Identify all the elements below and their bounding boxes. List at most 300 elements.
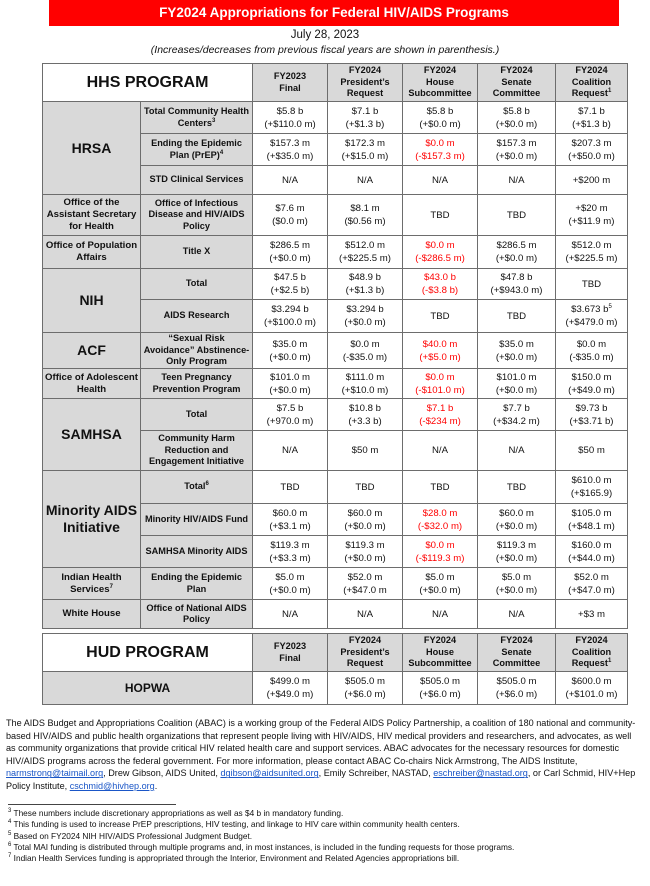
column-header-line: Request bbox=[571, 658, 608, 669]
footnote bbox=[8, 831, 638, 842]
amount-cell bbox=[328, 269, 403, 300]
footnote-number: 3 bbox=[8, 808, 12, 815]
amount-cell bbox=[253, 300, 328, 333]
amount-cell bbox=[403, 431, 478, 471]
column-header-line: Final bbox=[279, 82, 301, 93]
footnote-ref: 3 bbox=[211, 117, 216, 124]
amount-value: $0.0 m bbox=[425, 137, 455, 149]
amount-value: $7.5 b bbox=[276, 402, 304, 414]
program-label: AIDS Research bbox=[163, 310, 230, 321]
amount-value: $3.294 b bbox=[346, 304, 384, 315]
amount-value: $101.0 m bbox=[496, 371, 537, 383]
amount-change: (+$0.0 m) bbox=[269, 584, 311, 596]
column-header bbox=[253, 634, 328, 672]
amount-change: (+$100.0 m) bbox=[264, 317, 316, 328]
amount-value: $9.73 b bbox=[575, 402, 608, 414]
amount-change: (+$3.71 b) bbox=[569, 415, 614, 427]
amount-value: TBD bbox=[430, 209, 450, 221]
column-header-line: Coalition bbox=[571, 646, 612, 657]
amount-change: (+$44.0 m) bbox=[568, 552, 615, 564]
amount-cell bbox=[403, 102, 478, 134]
agency-oash: Office of the Assistant Secretary for Health bbox=[43, 195, 141, 236]
amount-value: TBD bbox=[506, 209, 527, 221]
email-link-gibson[interactable]: dgibson@aidsunited.org bbox=[220, 768, 319, 779]
amount-cell bbox=[328, 431, 403, 471]
amount-value: $10.8 b bbox=[348, 402, 381, 414]
about-text: , or Carl Schmid, HIV+Hep Policy Institute, bbox=[6, 768, 636, 791]
amount-change: (+$34.2 m) bbox=[493, 415, 540, 427]
footnote-number: 5 bbox=[8, 830, 12, 837]
amount-change: ($0.0 m) bbox=[272, 216, 308, 227]
amount-value: N/A bbox=[508, 445, 525, 456]
program-label: Teen Pregnancy Prevention Program bbox=[152, 372, 241, 394]
amount-cell bbox=[403, 568, 478, 600]
amount-cell bbox=[253, 471, 328, 504]
amount-value: N/A bbox=[282, 174, 298, 186]
amount-change: (+$225.5 m) bbox=[565, 253, 618, 264]
amount-value: $5.8 b bbox=[426, 105, 454, 117]
abac-description bbox=[6, 717, 638, 793]
amount-cell bbox=[253, 504, 328, 536]
footnote bbox=[8, 853, 638, 864]
amount-change: (+$0.0 m) bbox=[269, 384, 311, 396]
program-name bbox=[141, 504, 253, 536]
agency-nih: NIH bbox=[43, 269, 141, 333]
amount-change: (+$101.0 m) bbox=[565, 689, 618, 700]
amount-cell bbox=[403, 600, 478, 629]
page-title-banner: FY2024 Appropriations for Federal HIV/AIDS Programs bbox=[49, 0, 619, 26]
amount-value: N/A bbox=[432, 445, 448, 456]
amount-value: N/A bbox=[432, 174, 448, 186]
program-label: Total bbox=[185, 408, 208, 419]
amount-change: (+$48.1 m) bbox=[568, 520, 615, 532]
amount-value: $47.8 b bbox=[500, 272, 533, 283]
amount-value: $150.0 m bbox=[571, 371, 612, 383]
program-name bbox=[141, 134, 253, 166]
amount-value: $505.0 m bbox=[496, 676, 537, 687]
amount-cell bbox=[253, 399, 328, 431]
footnote-text: This funding is used to increase PrEP prescriptions, HIV testing, and linkage to HIV care within community health centers. bbox=[11, 819, 460, 830]
column-header-line: Coalition bbox=[571, 76, 612, 87]
program-name bbox=[141, 431, 253, 471]
amount-cell bbox=[478, 504, 556, 536]
amount-value: $5.0 m bbox=[275, 571, 305, 583]
amount-value: $40.0 m bbox=[422, 338, 458, 350]
table-row bbox=[43, 102, 628, 134]
amount-cell bbox=[478, 333, 556, 369]
amount-value: $0.0 m bbox=[425, 539, 455, 551]
footnote-ref: 7 bbox=[109, 583, 113, 590]
amount-value: N/A bbox=[357, 174, 373, 186]
footnote-ref: 4 bbox=[219, 149, 224, 156]
footnote-divider bbox=[8, 804, 176, 805]
column-header-line: President’s bbox=[340, 76, 390, 87]
amount-change: (+$2.5 b) bbox=[270, 285, 310, 296]
amount-cell bbox=[478, 102, 556, 134]
column-header-line: Request bbox=[571, 88, 608, 99]
amount-cell bbox=[478, 369, 556, 399]
amount-change: (+$35.0 m) bbox=[266, 150, 314, 162]
amount-cell bbox=[253, 568, 328, 600]
footnote bbox=[8, 819, 638, 830]
amount-value: $119.3 m bbox=[345, 539, 385, 551]
amount-cell bbox=[253, 431, 328, 471]
amount-change: (+$5.0 m) bbox=[419, 351, 461, 363]
amount-change: (+$0.0 m) bbox=[344, 317, 386, 328]
amount-cell bbox=[478, 536, 556, 568]
amount-change: (+$225.5 m) bbox=[339, 253, 391, 264]
footnote-text: Indian Health Services funding is appropriated through the Interior, Environment and Related Agencies appropriations bill. bbox=[11, 853, 460, 864]
amount-change: (-$157.3 m) bbox=[415, 150, 465, 162]
amount-value: $60.0 m bbox=[499, 507, 534, 519]
table-row bbox=[43, 600, 628, 629]
amount-value: $5.0 m bbox=[501, 571, 532, 583]
amount-change: (+$110.0 m) bbox=[264, 118, 316, 130]
amount-change: (-$286.5 m) bbox=[415, 253, 465, 264]
amount-value: $3.673 b bbox=[571, 304, 609, 315]
amount-value: $5.8 b bbox=[276, 105, 304, 117]
amount-cell bbox=[328, 369, 403, 399]
amount-cell bbox=[403, 399, 478, 431]
column-header-line: Request bbox=[346, 88, 384, 99]
column-header bbox=[478, 64, 556, 102]
amount-value: $157.3 m bbox=[496, 137, 537, 149]
amount-value: $7.1 b bbox=[351, 105, 379, 117]
amount-cell bbox=[556, 399, 628, 431]
column-header-line: FY2024 bbox=[575, 635, 608, 646]
amount-value: N/A bbox=[508, 608, 525, 620]
amount-cell bbox=[478, 399, 556, 431]
program-label: Total bbox=[184, 481, 206, 492]
amount-value: N/A bbox=[432, 608, 448, 620]
amount-change: (+$49.0 m) bbox=[266, 689, 314, 700]
amount-cell bbox=[328, 236, 403, 269]
amount-cell bbox=[403, 536, 478, 568]
column-header-line: Committee bbox=[492, 88, 541, 99]
table-row bbox=[43, 399, 628, 431]
program-label: STD Clinical Services bbox=[149, 174, 244, 185]
hud-header-row bbox=[43, 634, 628, 672]
amount-value: $50 m bbox=[578, 445, 605, 456]
amount-cell bbox=[328, 102, 403, 134]
footnote-number: 4 bbox=[8, 819, 12, 826]
about-text: , Drew Gibson, AIDS United, bbox=[103, 768, 221, 779]
column-header-line: FY2024 bbox=[348, 635, 382, 646]
amount-change: (+$1.3 b) bbox=[345, 285, 385, 296]
column-header-line: FY2024 bbox=[500, 65, 533, 76]
amount-value: $60.0 m bbox=[347, 507, 383, 519]
amount-cell bbox=[478, 236, 556, 269]
program-name bbox=[141, 166, 253, 195]
hhs-header-row bbox=[43, 64, 628, 102]
amount-cell bbox=[556, 333, 628, 369]
amount-value: $7.1 b bbox=[426, 402, 454, 414]
program-name bbox=[141, 600, 253, 629]
amount-value: $35.0 m bbox=[499, 338, 534, 350]
amount-change: (-$35.0 m) bbox=[569, 351, 614, 363]
amount-cell bbox=[403, 269, 478, 300]
program-label: Community Harm Reduction and Engagement Initiative bbox=[149, 433, 244, 467]
amount-cell bbox=[403, 672, 478, 705]
document-date: July 28, 2023 bbox=[290, 29, 360, 41]
amount-cell bbox=[478, 471, 556, 504]
program-name bbox=[141, 300, 253, 333]
amount-change: (+$1.3 b) bbox=[572, 118, 611, 130]
amount-value: $35.0 m bbox=[272, 338, 308, 350]
amount-value: $0.0 m bbox=[350, 338, 380, 350]
amount-value: $499.0 m bbox=[269, 676, 310, 687]
amount-change: (-$234 m) bbox=[419, 415, 461, 427]
amount-value: $119.3 m bbox=[496, 539, 537, 551]
amount-cell bbox=[556, 236, 628, 269]
column-header-line: FY2024 bbox=[423, 65, 457, 76]
program-name bbox=[141, 102, 253, 134]
footnote-ref: 5 bbox=[608, 303, 612, 310]
agency-samhsa: SAMHSA bbox=[43, 399, 141, 471]
amount-value: +$3 m bbox=[578, 608, 605, 620]
amount-change: (+$10.0 m) bbox=[341, 384, 389, 396]
amount-cell bbox=[478, 195, 556, 236]
amount-change: (+$47.0 m) bbox=[568, 584, 615, 596]
amount-value: $111.0 m bbox=[345, 371, 385, 383]
amount-change: (+$0.0 m) bbox=[269, 351, 311, 363]
footnote-number: 6 bbox=[8, 842, 12, 849]
table-row bbox=[43, 369, 628, 399]
amount-value: $207.3 m bbox=[571, 137, 612, 149]
amount-cell bbox=[556, 600, 628, 629]
amount-change: (+$49.0 m) bbox=[568, 384, 615, 396]
amount-value: TBD bbox=[280, 481, 300, 493]
amount-change: (+970.0 m) bbox=[266, 415, 314, 427]
amount-change: (+$0.0 m) bbox=[344, 520, 386, 532]
agency-minority-aids-initiative: Minority AIDS Initiative bbox=[43, 471, 141, 568]
amount-cell bbox=[328, 166, 403, 195]
table-row bbox=[43, 471, 628, 504]
column-header bbox=[328, 64, 403, 102]
amount-cell bbox=[478, 134, 556, 166]
footnote-text: These numbers include discretionary appropriations as well as $4 b in mandatory funding. bbox=[11, 808, 344, 818]
amount-value: $5.0 m bbox=[425, 571, 455, 583]
amount-value: $512.0 m bbox=[344, 240, 385, 251]
table-row bbox=[43, 568, 628, 600]
column-header bbox=[328, 634, 403, 672]
agency-white-house: White House bbox=[43, 600, 141, 629]
amount-change: (+$0.0 m) bbox=[495, 520, 538, 532]
agency-oah: Office of Adolescent Health bbox=[43, 369, 141, 399]
amount-value: $28.0 m bbox=[422, 507, 458, 519]
amount-change: ($0.56 m) bbox=[344, 216, 386, 227]
amount-value: $52.0 m bbox=[347, 571, 383, 583]
amount-change: (+$0.0 m) bbox=[495, 253, 538, 264]
footnote-ref: 1 bbox=[607, 658, 612, 665]
hhs-program-title: HHS PROGRAM bbox=[43, 64, 253, 102]
column-header-line: Request bbox=[346, 658, 384, 669]
amount-cell bbox=[328, 195, 403, 236]
amount-cell bbox=[328, 134, 403, 166]
email-link-schmid[interactable]: cschmid@hivhep.org bbox=[69, 780, 155, 791]
amount-cell bbox=[328, 300, 403, 333]
amount-change: (+$165.9) bbox=[570, 488, 613, 499]
amount-cell bbox=[253, 134, 328, 166]
amount-cell bbox=[253, 166, 328, 195]
amount-cell bbox=[403, 333, 478, 369]
amount-cell bbox=[253, 269, 328, 300]
amount-cell bbox=[328, 672, 403, 705]
amount-change: (+$943.0 m) bbox=[490, 285, 543, 296]
footnote bbox=[8, 842, 638, 853]
column-header-line: House bbox=[425, 646, 455, 657]
amount-change: (+$15.0 m) bbox=[341, 150, 389, 162]
amount-change: (+3.3 b) bbox=[348, 415, 382, 427]
amount-value: $7.1 b bbox=[578, 105, 605, 117]
program-label: “Sexual Risk Avoidance” Abstinence-Only Program bbox=[143, 333, 250, 367]
amount-value: $3.294 b bbox=[271, 304, 309, 315]
amount-value: $286.5 m bbox=[269, 240, 310, 251]
column-header-line: Subcommittee bbox=[408, 658, 472, 669]
program-label: Ending the Epidemic Plan bbox=[151, 572, 242, 594]
column-header bbox=[403, 634, 478, 672]
amount-cell bbox=[403, 300, 478, 333]
amount-value: $50 m bbox=[351, 445, 379, 456]
amount-value: $60.0 m bbox=[272, 507, 308, 519]
amount-change: (+$0.0 m) bbox=[344, 552, 386, 564]
amount-change: (+$50.0 m) bbox=[568, 150, 615, 162]
amount-cell bbox=[253, 102, 328, 134]
amount-change: (+$0.0 m) bbox=[495, 552, 538, 564]
column-header-line: FY2023 bbox=[273, 641, 307, 651]
amount-cell bbox=[403, 134, 478, 166]
column-header-line: FY2024 bbox=[575, 65, 608, 76]
amount-cell bbox=[556, 536, 628, 568]
table-row bbox=[43, 195, 628, 236]
amount-cell bbox=[328, 568, 403, 600]
about-text: . bbox=[154, 780, 158, 791]
amount-value: $52.0 m bbox=[574, 571, 609, 583]
program-name bbox=[141, 333, 253, 369]
amount-change: (-$35.0 m) bbox=[342, 351, 388, 363]
amount-value: +$200 m bbox=[572, 174, 611, 186]
program-name bbox=[141, 369, 253, 399]
footnote-text: Total MAI funding is distributed through multiple programs and, in most instances, is included in the funding requests for those programs. bbox=[11, 841, 515, 852]
amount-value: TBD bbox=[581, 278, 602, 290]
column-header bbox=[556, 634, 628, 672]
amount-value: TBD bbox=[506, 481, 527, 493]
amount-cell bbox=[556, 269, 628, 300]
footnote bbox=[8, 808, 638, 819]
footnote-ref: 1 bbox=[607, 88, 612, 95]
program-name bbox=[141, 269, 253, 300]
column-header bbox=[403, 64, 478, 102]
column-header-line: FY2024 bbox=[500, 635, 533, 646]
email-link-armstrong[interactable]: narmstrong@taimail.org bbox=[6, 768, 104, 779]
amount-value: N/A bbox=[508, 174, 525, 186]
amount-change: (+$0.0 m) bbox=[495, 150, 538, 162]
column-header-line: President’s bbox=[340, 646, 390, 657]
hhs-program-table bbox=[42, 63, 628, 629]
amount-cell bbox=[328, 399, 403, 431]
program-name bbox=[141, 536, 253, 568]
amount-value: $7.6 m bbox=[275, 203, 305, 214]
program-label: Total bbox=[185, 278, 208, 289]
amount-cell bbox=[478, 672, 556, 705]
amount-cell bbox=[328, 600, 403, 629]
amount-cell bbox=[556, 300, 628, 333]
amount-change: (-$101.0 m) bbox=[415, 384, 465, 396]
amount-value: $505.0 m bbox=[344, 676, 385, 687]
program-name bbox=[141, 195, 253, 236]
column-header-line: FY2023 bbox=[273, 71, 307, 81]
agency-opa: Office of Population Affairs bbox=[43, 236, 141, 269]
about-text: The AIDS Budget and Appropriations Coalition (ABAC) is a working group of the Federal AIDS Policy Partnership, a coalition of 180 national and community-based HIV/AIDS and public health organizations that represent people living with HIV/AIDS, HIV medical providers and researchers, and advocates, as well as community organizations that provide critical HIV related health care and support services. ABAC advocates for the necessary resources for domestic HIV/AIDS programs across the federal government. For more information, please contact ABAC Co-chairs Nick Armstrong, The AIDS Institute, bbox=[6, 718, 636, 766]
amount-cell bbox=[403, 471, 478, 504]
amount-cell bbox=[253, 536, 328, 568]
amount-value: TBD bbox=[506, 310, 527, 322]
amount-cell bbox=[556, 504, 628, 536]
amount-value: N/A bbox=[357, 608, 373, 620]
column-header-line: House bbox=[425, 76, 455, 87]
amount-cell bbox=[253, 369, 328, 399]
amount-cell bbox=[328, 536, 403, 568]
amount-change: (+$0.0 m) bbox=[269, 253, 311, 264]
amount-change: (+$3.1 m) bbox=[269, 520, 311, 532]
amount-value: N/A bbox=[282, 608, 298, 620]
agency-label: Indian Health Services bbox=[61, 571, 122, 595]
column-header bbox=[556, 64, 628, 102]
amount-value: $101.0 m bbox=[269, 371, 310, 383]
amount-change: (+$1.3 b) bbox=[345, 118, 385, 130]
agency-indian-health-services bbox=[43, 568, 141, 600]
column-header-line: Senate bbox=[501, 76, 532, 87]
program-name bbox=[141, 471, 253, 504]
amount-cell bbox=[556, 471, 628, 504]
column-header-line: FY2024 bbox=[348, 65, 382, 76]
amount-change: (+$11.9 m) bbox=[568, 216, 615, 227]
amount-cell bbox=[253, 195, 328, 236]
hud-program-title: HUD PROGRAM bbox=[43, 634, 253, 672]
amount-value: $160.0 m bbox=[571, 539, 612, 551]
amount-value: $157.3 m bbox=[269, 137, 310, 149]
amount-change: (+$0.0 m) bbox=[419, 584, 461, 596]
agency-hrsa: HRSA bbox=[43, 102, 141, 195]
amount-cell bbox=[478, 600, 556, 629]
program-hopwa: HOPWA bbox=[43, 672, 253, 705]
amount-change: (+$3.3 m) bbox=[269, 552, 311, 564]
program-label: Total Community Health Centers bbox=[144, 106, 249, 128]
program-name bbox=[141, 236, 253, 269]
amount-value: +$20 m bbox=[575, 203, 608, 214]
amount-cell bbox=[556, 568, 628, 600]
amount-change: (-$3.8 b) bbox=[421, 285, 459, 296]
amount-value: $505.0 m bbox=[419, 676, 460, 687]
email-link-schreiber[interactable]: eschreiber@nastad.org bbox=[433, 768, 528, 779]
amount-cell bbox=[403, 166, 478, 195]
table-row bbox=[43, 236, 628, 269]
amount-change: (+$6.0 m) bbox=[419, 689, 461, 700]
program-label: Ending the Epidemic Plan (PrEP) bbox=[151, 138, 242, 160]
parenthesis-note: (Increases/decreases from previous fiscal years are shown in parenthesis.) bbox=[150, 44, 500, 56]
footnote-text: Based on FY2024 NIH HIV/AIDS Professional Judgment Budget. bbox=[11, 830, 253, 841]
amount-cell bbox=[403, 195, 478, 236]
hud-row-hopwa bbox=[43, 672, 628, 705]
amount-cell bbox=[478, 166, 556, 195]
amount-value: TBD bbox=[430, 310, 450, 322]
program-label: Office of National AIDS Policy bbox=[146, 602, 247, 624]
amount-change: (+$0.0 m) bbox=[495, 384, 538, 396]
amount-change: (+$6.0 m) bbox=[344, 689, 386, 700]
hud-program-table bbox=[42, 633, 628, 705]
amount-value: N/A bbox=[282, 445, 298, 456]
amount-cell bbox=[403, 236, 478, 269]
